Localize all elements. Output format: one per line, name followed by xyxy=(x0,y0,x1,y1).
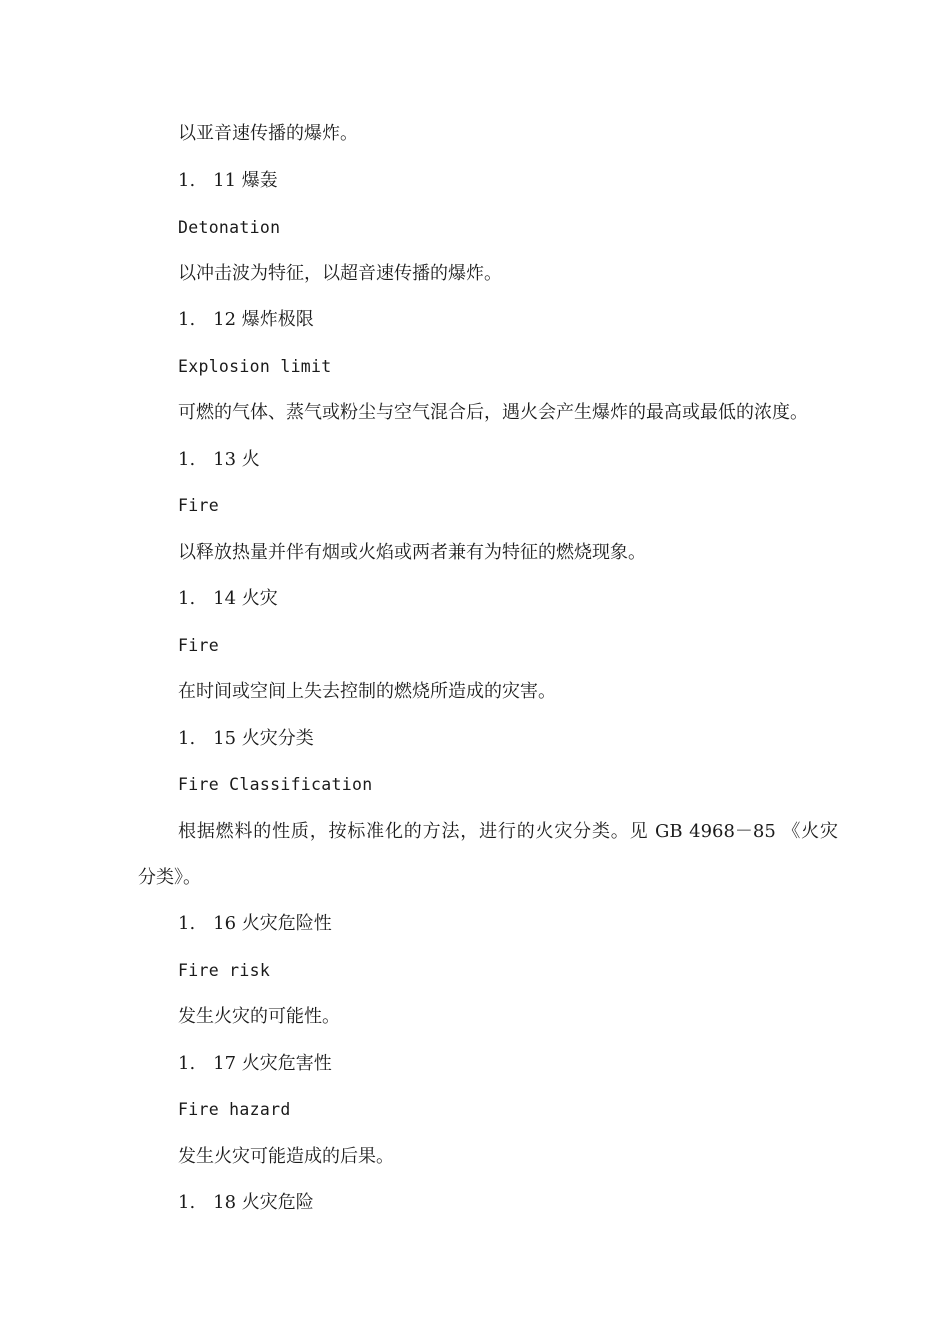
term-number: 1. 13 火 xyxy=(178,449,260,470)
term-number: 1. 15 火灾分类 xyxy=(178,728,314,749)
term-number: 1. 18 火灾危险 xyxy=(178,1192,314,1213)
term-english: Fire hazard xyxy=(178,1100,291,1119)
term-definition: 根据燃料的性质，按标准化的方法，进行的火灾分类。见 GB 4968－85 《火灾 xyxy=(178,821,838,842)
term-number: 1. 11 爆轰 xyxy=(178,170,278,191)
term-definition: 以释放热量并伴有烟或火焰或两者兼有为特征的燃烧现象。 xyxy=(178,542,646,563)
term-number: 1. 17 火灾危害性 xyxy=(178,1053,332,1074)
term-definition: 发生火灾的可能性。 xyxy=(178,1006,340,1027)
term-english: Explosion limit xyxy=(178,357,332,376)
term-definition: 以冲击波为特征，以超音速传播的爆炸。 xyxy=(178,263,502,284)
term-english: Fire xyxy=(178,496,219,515)
term-definition: 发生火灾可能造成的后果。 xyxy=(178,1146,394,1167)
term-number: 1. 12 爆炸极限 xyxy=(178,309,314,330)
term-definition-continued: 分类》。 xyxy=(138,867,201,888)
term-english: Fire risk xyxy=(178,961,271,980)
term-definition: 在时间或空间上失去控制的燃烧所造成的灾害。 xyxy=(178,681,556,702)
term-english: Fire xyxy=(178,636,219,655)
term-number: 1. 16 火灾危险性 xyxy=(178,913,332,934)
term-definition: 可燃的气体、蒸气或粉尘与空气混合后，遇火会产生爆炸的最高或最低的浓度。 xyxy=(178,402,808,423)
text-line: 以亚音速传播的爆炸。 xyxy=(178,123,358,144)
term-english: Fire Classification xyxy=(178,775,373,794)
term-english: Detonation xyxy=(178,218,281,237)
term-number: 1. 14 火灾 xyxy=(178,588,278,609)
